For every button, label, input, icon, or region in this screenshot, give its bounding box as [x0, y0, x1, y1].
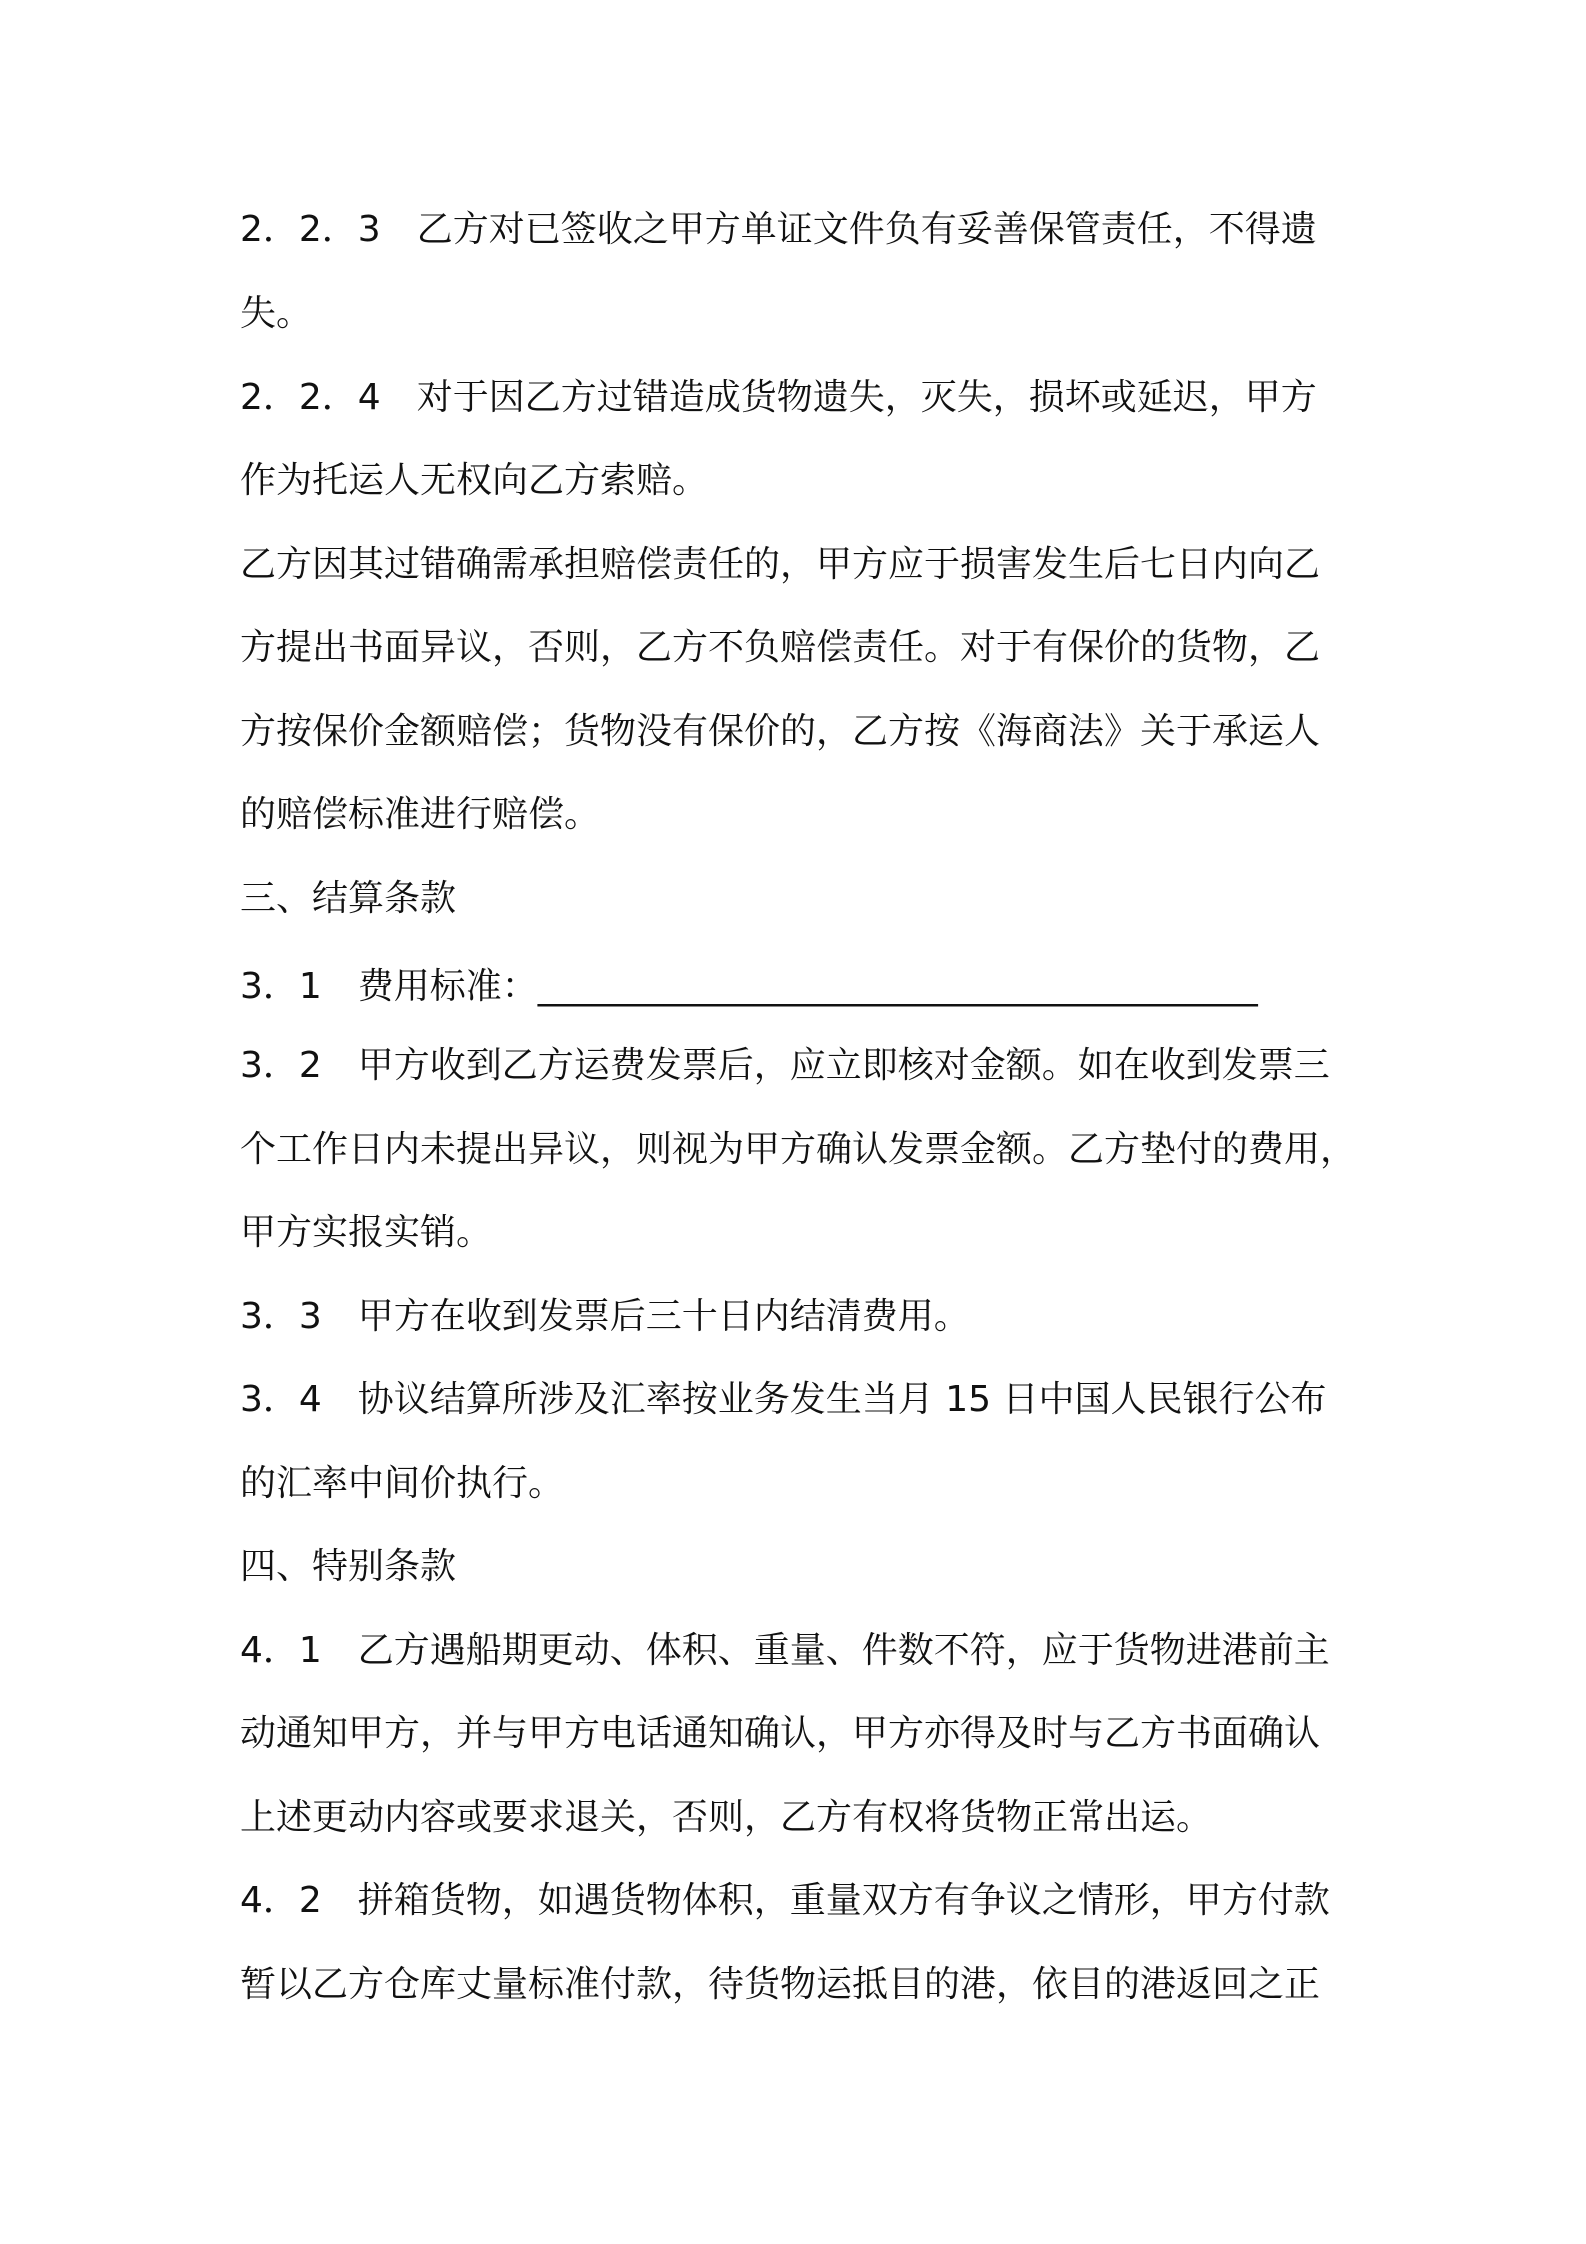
text-line: 作为托运人无权向乙方索赔。 [240, 460, 709, 501]
text-line: 甲方实报实销。 [240, 1212, 493, 1253]
text-line: 失。 [240, 293, 313, 334]
text-line: 4．2 拼箱货物，如遇货物体积，重量双方有争议之情形，甲方付款 [240, 1880, 1330, 1921]
text-line: 方按保价金额赔偿；货物没有保价的，乙方按《海商法》关于承运人 [240, 711, 1321, 752]
text-line: 2．2．4 对于因乙方过错造成货物遗失，灭失，损坏或延迟，甲方 [240, 377, 1317, 418]
text-line: 动通知甲方，并与甲方电话通知确认，甲方亦得及时与乙方书面确认 [240, 1713, 1321, 1754]
text-line: 3．2 甲方收到乙方运费发票后，应立即核对金额。如在收到发票三 [240, 1045, 1330, 1086]
text-line: 3．4 协议结算所涉及汇率按业务发生当月 15 日中国人民银行公布 [240, 1379, 1327, 1420]
text-line: 乙方因其过错确需承担赔偿责任的，甲方应于损害发生后七日内向乙 [240, 544, 1321, 585]
text-line: 3．3 甲方在收到发票后三十日内结清费用。 [240, 1296, 970, 1337]
text-line: 暂以乙方仓库丈量标准付款，待货物运抵目的港，依目的港返回之正 [240, 1964, 1321, 2005]
text-line: 2．2．3 乙方对已签收之甲方单证文件负有妥善保管责任，不得遗 [240, 209, 1317, 250]
text-line: 上述更动内容或要求退关，否则，乙方有权将货物正常出运。 [240, 1797, 1213, 1838]
text-line: 个工作日内未提出异议，则视为甲方确认发票金额。乙方垫付的费用， [240, 1129, 1357, 1170]
fill-in-line: 3．1 费用标准：________________________________________ [240, 966, 1258, 1007]
text-line: 的赔偿标准进行赔偿。 [240, 794, 601, 835]
text-line: 的汇率中间价执行。 [240, 1463, 565, 1504]
text-line: 4．1 乙方遇船期更动、体积、重量、件数不符，应于货物进港前主 [240, 1630, 1330, 1671]
section-heading: 四、特别条款 [240, 1546, 457, 1587]
section-heading: 三、结算条款 [240, 878, 457, 919]
text-line: 方提出书面异议，否则，乙方不负赔偿责任。对于有保价的货物，乙 [240, 627, 1321, 668]
